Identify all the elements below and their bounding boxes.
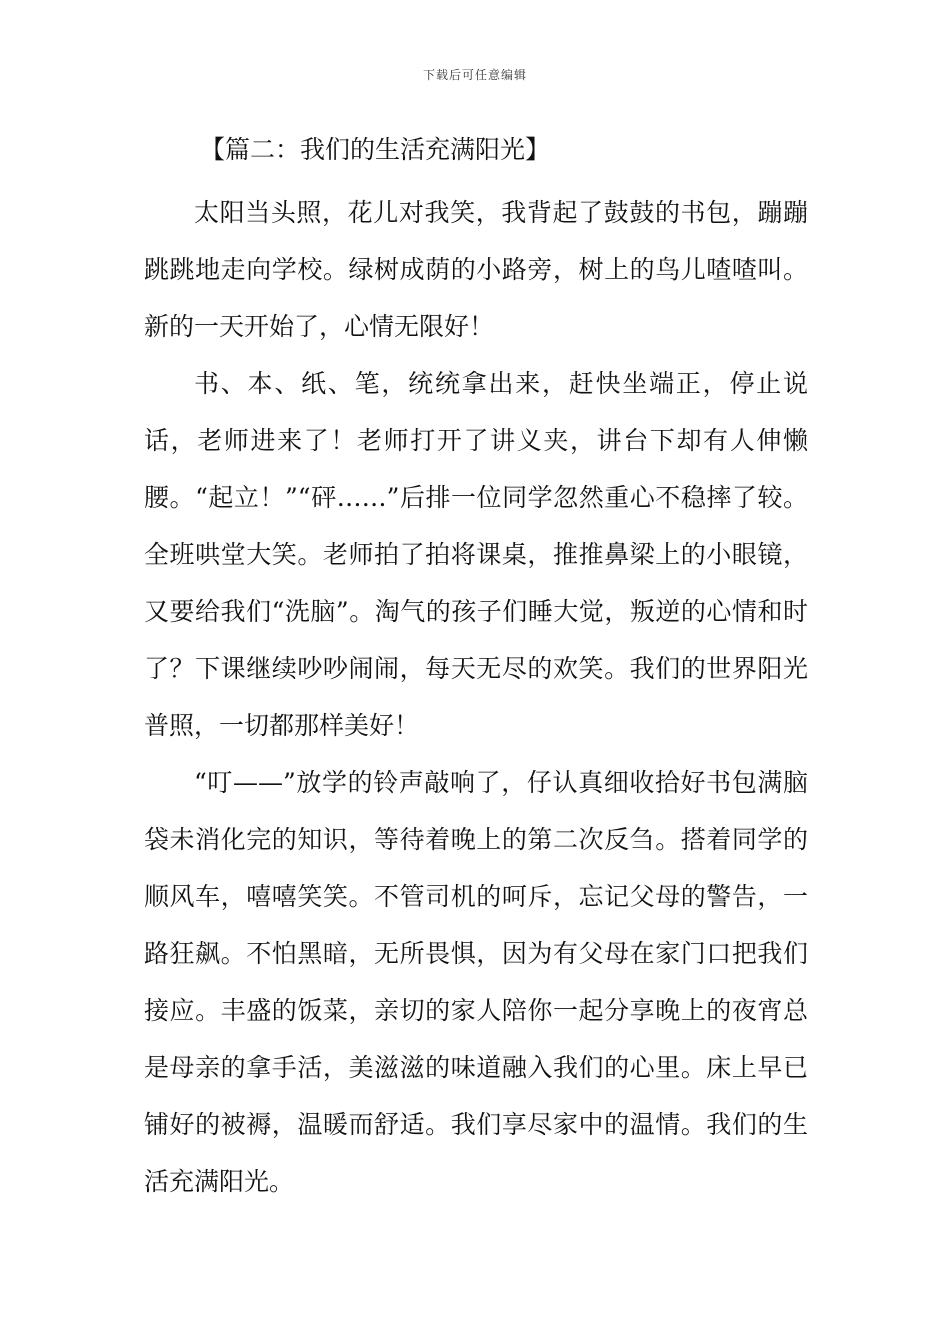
header-note: 下载后可任意编辑 [422, 68, 527, 82]
paragraph-1: 太阳当头照，花儿对我笑，我背起了鼓鼓的书包，蹦蹦跳跳地走向学校。绿树成荫的小路旁，树上的鸟儿喳喳叫。新的一天开始了，心情无限好！ [144, 198, 808, 341]
document-body [144, 126, 808, 1210]
paragraph-2: 书、本、纸、笔，统统拿出来，赶快坐端正，停止说话，老师进来了！老师打开了讲义夹，讲台下却有人伸懒腰。“起立！”“砰……”后排一位同学忽然重心不稳摔了较。全班哄堂大笑。老师拍了拍将课桌，推推鼻梁上的小眼镜，又要给我们“洗脑”。淘气的孩子们睡大觉，叛逆的心情和时了？下课继续吵吵闹闹，每天无尽的欢笑。我们的世界阳光普照，一切都那样美好！ [144, 369, 808, 740]
document-title: 【篇二：我们的生活充满阳光】 [200, 135, 551, 164]
paragraph-3: “叮——”放学的铃声敲响了，仔认真细收拾好书包满脑袋未消化完的知识，等待着晚上的第二次反刍。搭着同学的顺风车，嘻嘻笑笑。不管司机的呵斥，忘记父母的警告，一路狂飙。不怕黑暗，无所畏惧，因为有父母在家门口把我们接应。丰盛的饭菜，亲切的家人陪你一起分享晚上的夜宵总是母亲的拿手活，美滋滋的味道融入我们的心里。床上早已铺好的被褥，温暖而舒适。我们享尽家中的温情。我们的生活充满阳光。 [144, 768, 808, 1196]
